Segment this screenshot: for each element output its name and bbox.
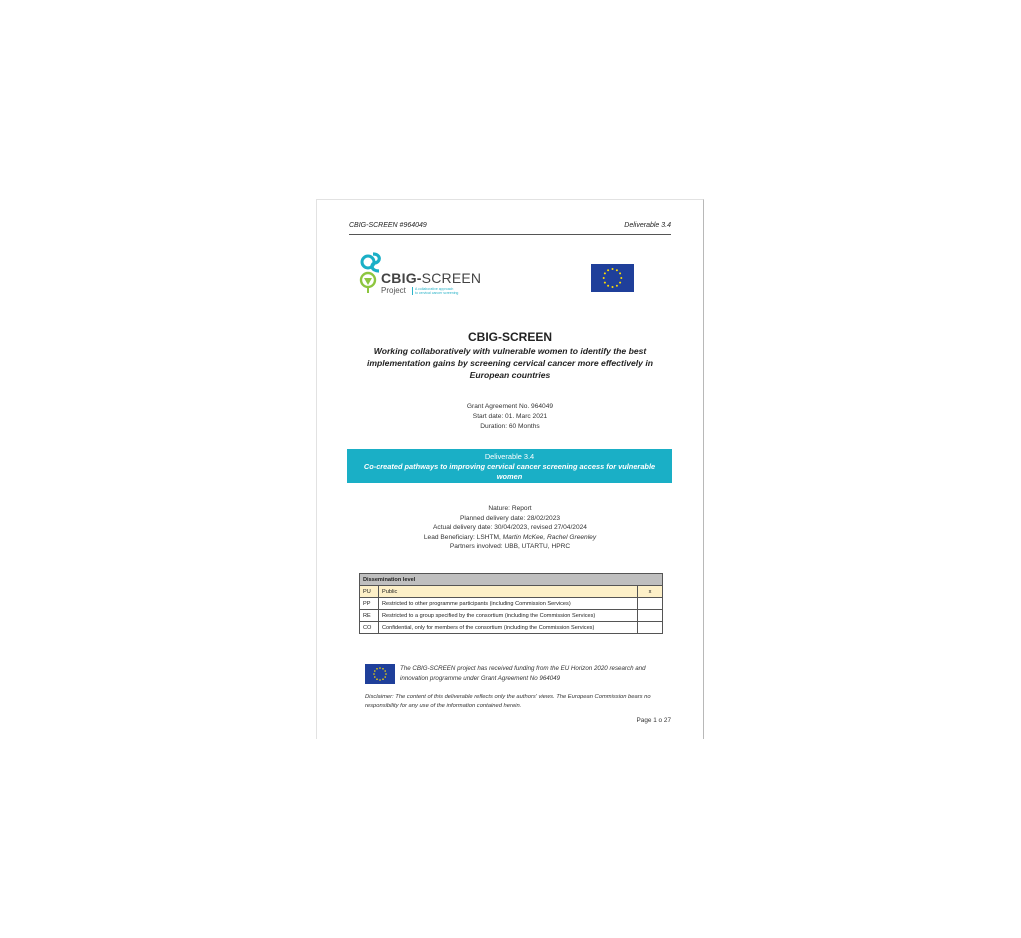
document-page bbox=[316, 199, 704, 739]
page-header bbox=[349, 222, 671, 235]
header-project-id: CBIG-SCREEN #964049 bbox=[349, 222, 427, 229]
table-header-row bbox=[360, 574, 663, 586]
duration: Duration: 60 Months bbox=[480, 423, 540, 430]
eu-flag-small-icon bbox=[365, 664, 395, 684]
eu-flag-icon bbox=[591, 264, 634, 292]
nature: Nature: Report bbox=[488, 505, 532, 512]
logo-tagline bbox=[412, 287, 458, 295]
row-code: RE bbox=[360, 610, 379, 622]
row-mark bbox=[638, 598, 663, 610]
table-row bbox=[360, 598, 663, 610]
lead-names: Martin McKee, Rachel Greenley bbox=[502, 533, 597, 541]
table-row bbox=[360, 586, 663, 598]
actual-date: Actual delivery date: 30/04/2023, revised 27/04/2024 bbox=[433, 524, 587, 532]
page-number: Page 1 o 27 bbox=[636, 717, 671, 724]
logo-name bbox=[381, 270, 481, 286]
row-label: Restricted to a group specified by the consortium (including the Commission Services) bbox=[379, 610, 638, 622]
deliverable-title: Co-created pathways to improving cervical cancer screening access for vulnerable women bbox=[363, 462, 656, 481]
row-label: Restricted to other programme participants (including Commission Services) bbox=[379, 598, 638, 610]
table-row bbox=[360, 610, 663, 622]
delivery-meta bbox=[317, 504, 703, 552]
logo-name-rest: SCREEN bbox=[421, 270, 482, 286]
deliverable-banner bbox=[347, 449, 672, 483]
row-mark bbox=[638, 622, 663, 634]
header-deliverable: Deliverable 3.4 bbox=[624, 222, 671, 229]
document-title: CBIG-SCREEN bbox=[467, 330, 552, 344]
row-code: PU bbox=[360, 586, 379, 598]
dissemination-table bbox=[359, 573, 663, 634]
grant-info bbox=[317, 402, 703, 432]
row-code: CO bbox=[360, 622, 379, 634]
partners: Partners involved: UBB, UTARTU, HPRC bbox=[449, 543, 571, 551]
lead-beneficiary bbox=[317, 533, 703, 543]
deliverable-number: Deliverable 3.4 bbox=[484, 452, 535, 461]
lead-prefix: Lead Beneficiary: LSHTM, bbox=[423, 533, 503, 541]
document-subtitle: Working collaboratively with vulnerable women to identify the best implementation gains by screening cervical cancer more effectively in European countries bbox=[367, 346, 653, 380]
logo-project: Project bbox=[381, 286, 406, 295]
table-row bbox=[360, 622, 663, 634]
row-mark: x bbox=[638, 586, 663, 598]
logo-tagline-line2: to cervical cancer screening bbox=[415, 291, 459, 295]
grant-agreement: Grant Agreement No. 964049 bbox=[466, 403, 554, 410]
planned-date: Planned delivery date: 28/02/2023 bbox=[459, 514, 561, 522]
row-code: PP bbox=[360, 598, 379, 610]
funding-statement: The CBIG-SCREEN project has received funding from the EU Horizon 2020 research and innovation programme under Grant Agreement No 964049 bbox=[400, 665, 646, 682]
dissemination-heading: Dissemination level bbox=[360, 574, 663, 586]
cbig-screen-logo bbox=[359, 250, 482, 300]
start-date: Start date: 01. Marc 2021 bbox=[472, 413, 548, 420]
row-label: Public bbox=[379, 586, 638, 598]
row-mark bbox=[638, 610, 663, 622]
logo-tagline-line1: A collaborative approach bbox=[415, 287, 454, 291]
logo-name-bold: CBIG- bbox=[381, 270, 422, 286]
cbig-logo-icon bbox=[359, 250, 383, 294]
disclaimer: Disclaimer: The content of this deliverable reflects only the authors' views. The European Commission bears no responsibility for any use of the information contained herein. bbox=[365, 694, 651, 709]
row-label: Confidential, only for members of the consortium (including the Commission Services) bbox=[379, 622, 638, 634]
